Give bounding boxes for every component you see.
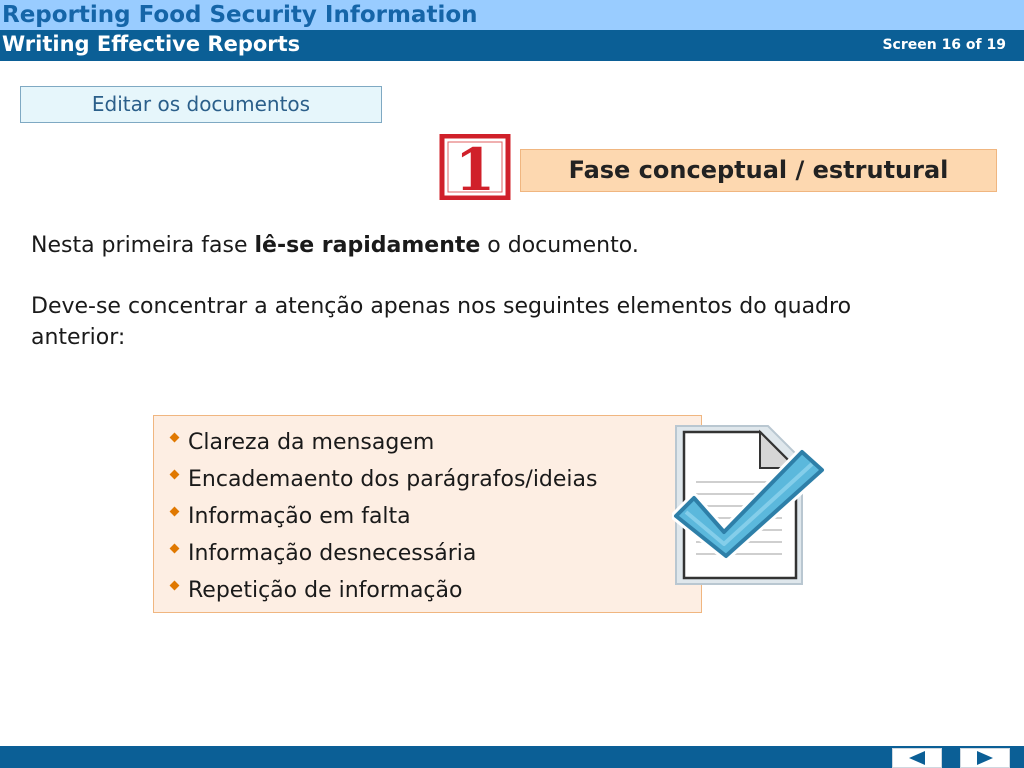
checklist-item <box>168 535 701 572</box>
document-checkmark-icon <box>672 420 832 588</box>
footer-bar <box>0 746 1024 768</box>
checklist-item-label: Informação desnecessária <box>188 540 477 566</box>
course-header-band <box>0 0 1024 30</box>
arrow-right-icon <box>961 749 1009 767</box>
intro-text-end: o documento. <box>480 233 639 258</box>
course-title: Reporting Food Security Information <box>2 2 478 28</box>
phase-title: Fase conceptual / estrutural <box>520 149 997 192</box>
checklist-item <box>168 572 701 609</box>
checklist-item-label: Repetição de informação <box>188 577 463 603</box>
checklist-item <box>168 424 701 461</box>
checklist-item <box>168 498 701 535</box>
checklist-box <box>153 415 702 613</box>
diamond-bullet-icon <box>170 544 180 554</box>
checklist-item-label: Informação em falta <box>188 503 411 529</box>
module-header-band <box>0 30 1024 61</box>
diamond-bullet-icon <box>170 433 180 443</box>
checklist-item-label: Encademaento dos parágrafos/ideias <box>188 466 598 492</box>
focus-paragraph: Deve-se concentrar a atenção apenas nos seguintes elementos do quadro anterior: <box>31 294 852 350</box>
step-number-icon <box>438 134 512 200</box>
step-number: 1 <box>454 136 496 200</box>
section-title: Editar os documentos <box>20 86 382 123</box>
previous-screen-button[interactable] <box>892 748 942 768</box>
module-title: Writing Effective Reports <box>2 32 301 56</box>
intro-text-bold: lê-se rapidamente <box>254 233 481 258</box>
checklist-item-label: Clareza da mensagem <box>188 429 435 455</box>
diamond-bullet-icon <box>170 507 180 517</box>
screen-counter: Screen 16 of 19 <box>882 37 1006 53</box>
diamond-bullet-icon <box>170 581 180 591</box>
diamond-bullet-icon <box>170 470 180 480</box>
intro-paragraph <box>31 230 931 261</box>
arrow-left-icon <box>893 749 941 767</box>
checklist <box>154 416 701 609</box>
next-screen-button[interactable] <box>960 748 1010 768</box>
intro-text-start: Nesta primeira fase <box>31 233 255 258</box>
checklist-item <box>168 461 701 498</box>
